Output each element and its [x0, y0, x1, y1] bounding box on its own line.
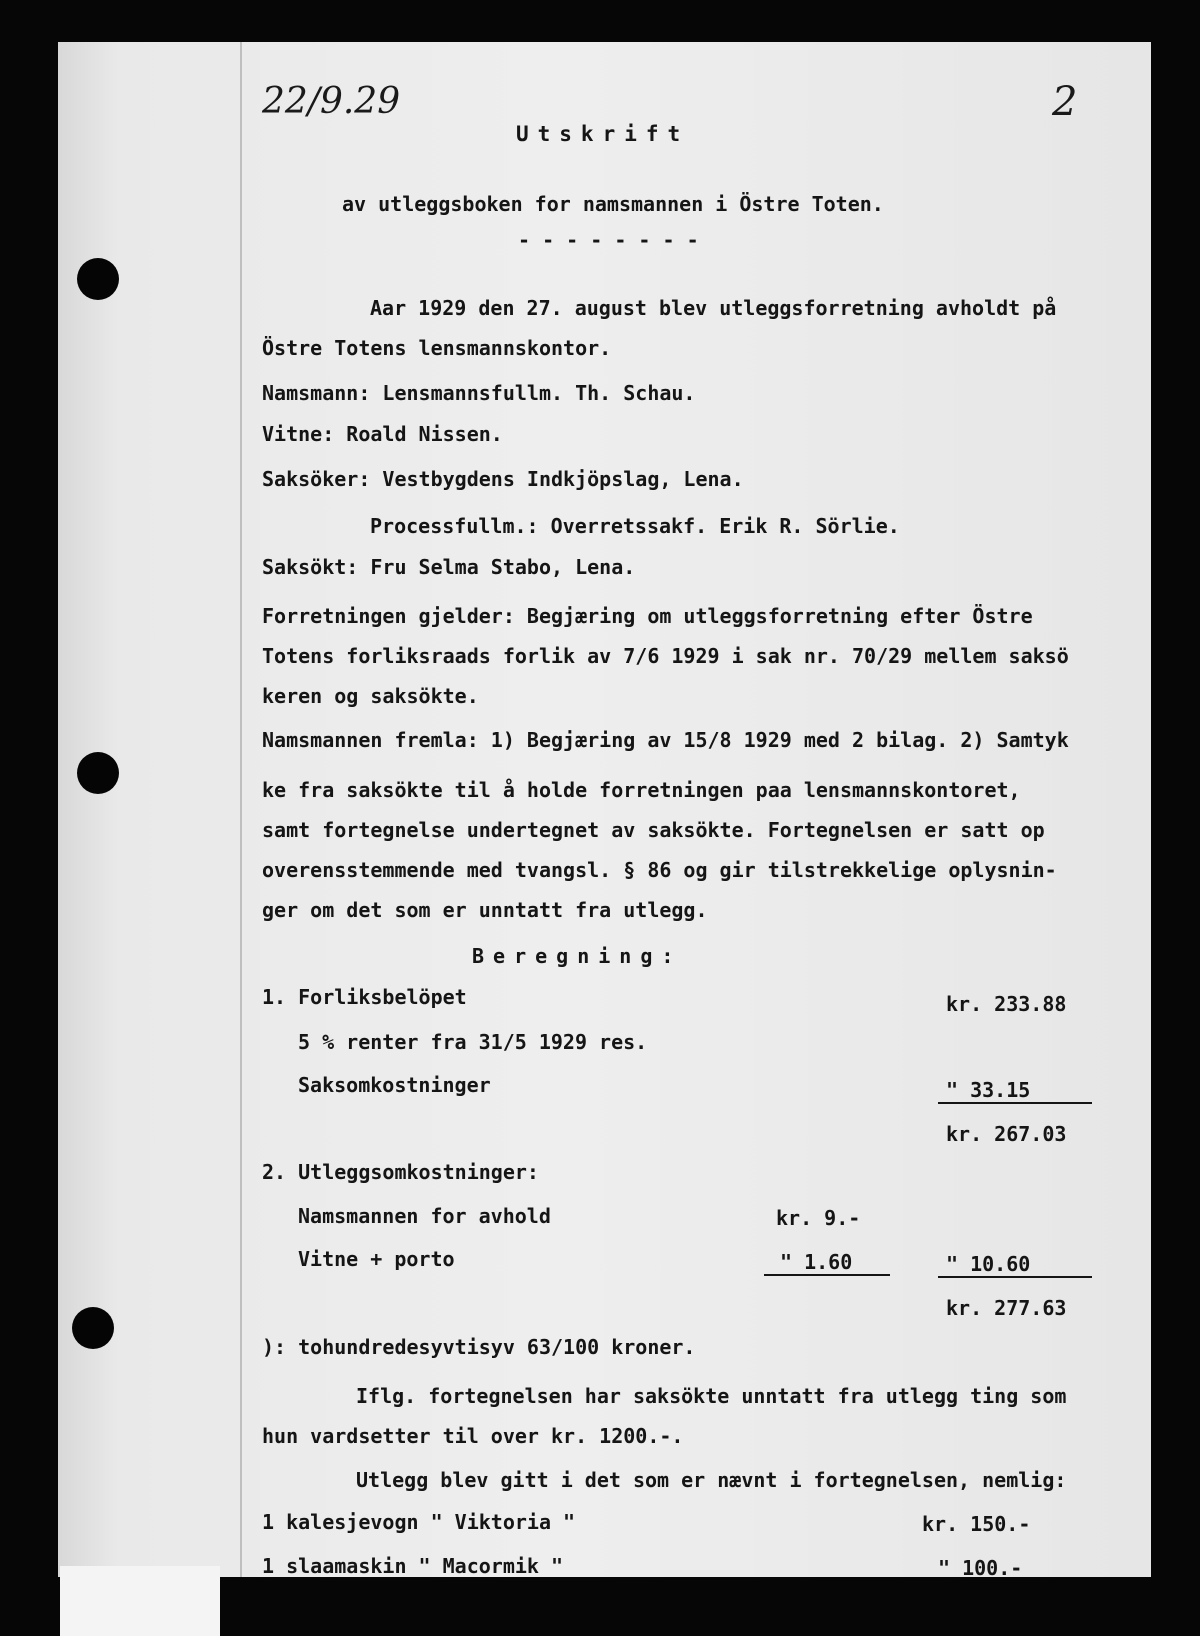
namsmann-avhold-amount: kr. 9.-: [776, 1206, 861, 1230]
vitne-porto-label: Vitne + porto: [298, 1247, 455, 1271]
saksomkostninger-amount: " 33.15: [946, 1078, 1031, 1102]
saksokt-line: Saksökt: Fru Selma Stabo, Lena.: [262, 555, 636, 579]
saksoker-line: Saksöker: Vestbygdens Indkjöpslag, Lena.: [262, 467, 744, 491]
handwritten-date: 22/9.29: [262, 81, 401, 122]
fremla-line-3: samt fortegnelse undertegnet av saksökte. Fortegnelsen er satt op: [262, 818, 1045, 842]
punch-hole-top: [77, 258, 119, 300]
list-item: 1 kalesjevogn " Viktoria ": [262, 1510, 576, 1534]
handwritten-page-number: 2: [1052, 79, 1078, 125]
namsmann-line: Namsmann: Lensmannsfullm. Th. Schau.: [262, 381, 696, 405]
document-title: Utskrift: [516, 122, 690, 146]
punch-hole-bottom: [72, 1307, 114, 1349]
list-item-amount: kr. 150.-: [922, 1512, 1031, 1536]
subtotal-underline: [938, 1102, 1092, 1104]
document-subtitle: av utleggsboken for namsmannen i Östre Toten.: [342, 192, 884, 216]
punch-hole-middle: [77, 752, 119, 794]
fremla-line-2: ke fra saksökte til å holde forretningen paa lensmannskontoret,: [262, 778, 1021, 802]
forretningen-line-3: keren og saksökte.: [262, 684, 479, 708]
archive-tab: [60, 1566, 220, 1636]
utleggsomkostninger-underline: [938, 1276, 1092, 1278]
fremla-line-4: overensstemmende med tvangsl. § 86 og gir tilstrekkelige oplysnin-: [262, 858, 1057, 882]
closing-line-1: Iflg. fortegnelsen har saksökte unntatt fra utlegg ting som: [356, 1384, 1067, 1408]
saksomkostninger-label: Saksomkostninger: [298, 1073, 491, 1097]
separator-line: - - - - - - - -: [518, 228, 699, 252]
amount-in-words: ): tohundredesyvtisyv 63/100 kroner.: [262, 1335, 696, 1359]
namsmann-avhold-label: Namsmannen for avhold: [298, 1204, 551, 1228]
vitne-porto-underline: [764, 1274, 890, 1276]
fremla-line-1: Namsmannen fremla: 1) Begjæring av 15/8 1929 med 2 bilag. 2) Samtyk: [262, 728, 1069, 752]
fremla-line-5: ger om det som er unntatt fra utlegg.: [262, 898, 708, 922]
forliksbelop-amount: kr. 233.88: [946, 992, 1067, 1016]
utleggsomkostninger-total: " 10.60: [946, 1252, 1031, 1276]
total-amount: kr. 277.63: [946, 1296, 1067, 1320]
renter-line: 5 % renter fra 31/5 1929 res.: [298, 1030, 648, 1054]
forliksbelop-label: 1. Forliksbelöpet: [262, 985, 467, 1009]
list-item-amount: " 100.-: [938, 1556, 1023, 1580]
utleggsomkostninger-label: 2. Utleggsomkostninger:: [262, 1160, 539, 1184]
margin-line: [240, 42, 242, 1577]
intro-line-1: Aar 1929 den 27. august blev utleggsforretning avholdt på: [370, 296, 1057, 320]
intro-line-2: Östre Totens lensmannskontor.: [262, 336, 612, 360]
prosessfullmektig-line: Processfullm.: Overretssakf. Erik R. Sörlie.: [370, 514, 900, 538]
vitne-line: Vitne: Roald Nissen.: [262, 422, 503, 446]
vitne-porto-amount: " 1.60: [780, 1250, 853, 1274]
subtotal-amount: kr. 267.03: [946, 1122, 1067, 1146]
forretningen-line-2: Totens forliksraads forlik av 7/6 1929 i sak nr. 70/29 mellem saksö: [262, 644, 1069, 668]
forretningen-line-1: Forretningen gjelder: Begjæring om utleggsforretning efter Östre: [262, 604, 1033, 628]
beregning-heading: Beregning:: [472, 944, 683, 968]
list-item: 1 slaamaskin " Macormik ": [262, 1554, 564, 1578]
closing-line-2: hun vardsetter til over kr. 1200.-.: [262, 1424, 684, 1448]
closing-line-3: Utlegg blev gitt i det som er nævnt i fortegnelsen, nemlig:: [356, 1468, 1067, 1492]
